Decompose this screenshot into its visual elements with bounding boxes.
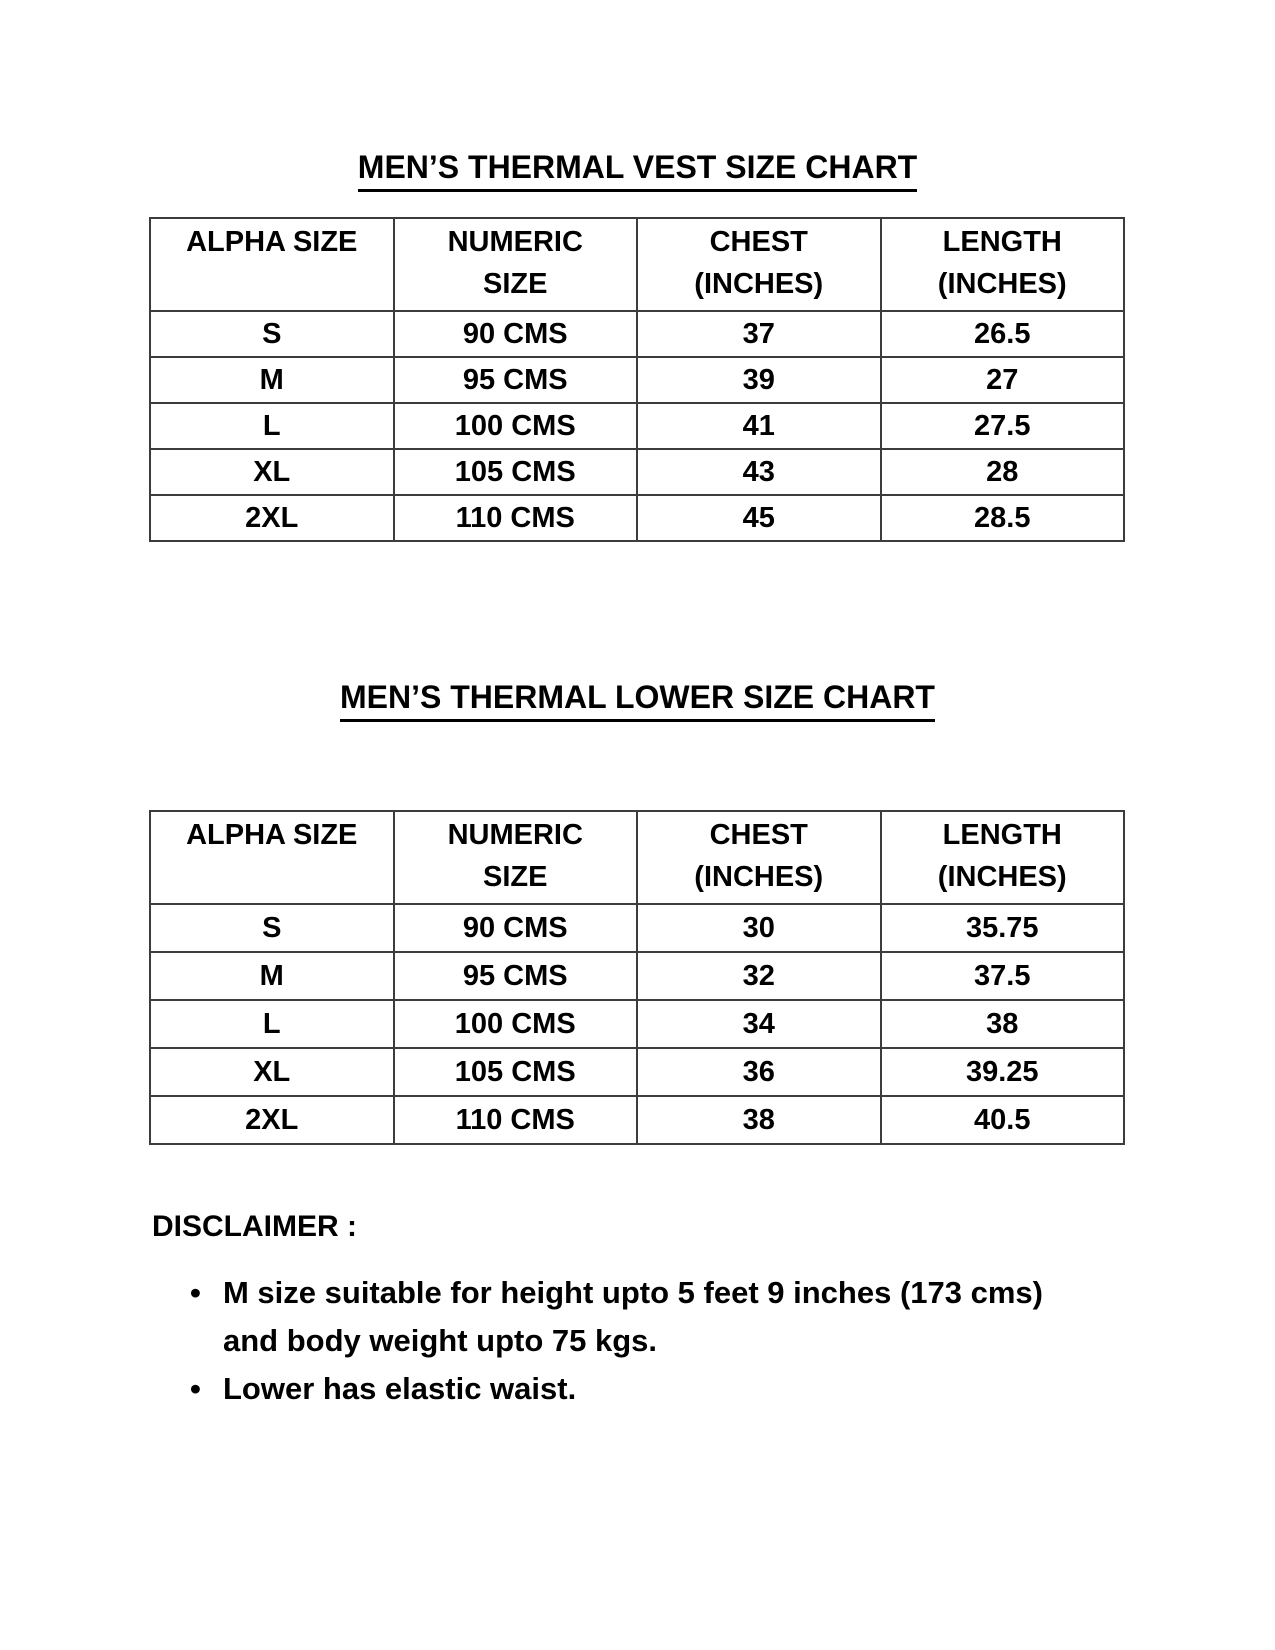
table-cell: 2XL <box>150 1096 394 1144</box>
disclaimer-heading: DISCLAIMER : <box>152 1210 357 1243</box>
table-cell: 2XL <box>150 495 394 541</box>
table-cell: XL <box>150 449 394 495</box>
table-cell: 39 <box>637 357 881 403</box>
table-row <box>150 1048 1124 1096</box>
vest-chart-title <box>0 148 1275 192</box>
vest-size-table <box>149 217 1125 542</box>
table-cell: 105 CMS <box>394 1048 638 1096</box>
header-line: (INCHES) <box>937 268 1067 300</box>
header-cell-alpha-size <box>150 218 394 311</box>
header-cell-numeric-size <box>394 218 638 311</box>
table-row <box>150 357 1124 403</box>
table-cell: 32 <box>637 952 881 1000</box>
table-cell: 40.5 <box>881 1096 1125 1144</box>
table-cell: 43 <box>637 449 881 495</box>
table-cell: L <box>150 403 394 449</box>
list-item <box>190 1365 1062 1413</box>
table-cell: 30 <box>637 904 881 952</box>
table-cell: 36 <box>637 1048 881 1096</box>
table-cell: 90 CMS <box>394 904 638 952</box>
lower-size-table <box>149 810 1125 1145</box>
header-line: ALPHA SIZE <box>186 819 358 851</box>
table-cell: S <box>150 311 394 357</box>
table-cell: 45 <box>637 495 881 541</box>
table-cell: 110 CMS <box>394 495 638 541</box>
bullet-icon: • <box>190 1371 201 1406</box>
header-line: NUMERIC <box>447 226 583 258</box>
header-line: ALPHA SIZE <box>186 226 358 258</box>
table-row <box>150 403 1124 449</box>
table-cell: L <box>150 1000 394 1048</box>
header-cell-chest <box>637 811 881 904</box>
table-row <box>150 311 1124 357</box>
vest-chart-title-text: MEN’S THERMAL VEST SIZE CHART <box>358 148 917 192</box>
table-row <box>150 904 1124 952</box>
table-cell: 105 CMS <box>394 449 638 495</box>
lower-chart-title-text: MEN’S THERMAL LOWER SIZE CHART <box>340 678 935 722</box>
table-header-row <box>150 811 1124 904</box>
header-cell-length <box>881 218 1125 311</box>
table-cell: 90 CMS <box>394 311 638 357</box>
table-row <box>150 952 1124 1000</box>
disclaimer-text: M size suitable for height upto 5 feet 9 inches (173 cms) and body weight upto 75 kgs. <box>223 1275 1043 1358</box>
table-cell: 38 <box>637 1096 881 1144</box>
header-line: CHEST <box>709 226 808 258</box>
table-cell: 27 <box>881 357 1125 403</box>
table-cell: 26.5 <box>881 311 1125 357</box>
table-cell: 110 CMS <box>394 1096 638 1144</box>
disclaimer-text: Lower has elastic waist. <box>223 1371 577 1406</box>
table-cell: 28 <box>881 449 1125 495</box>
header-line: LENGTH <box>942 819 1062 851</box>
disclaimer-list <box>190 1269 1062 1413</box>
table-cell: 41 <box>637 403 881 449</box>
header-cell-alpha-size <box>150 811 394 904</box>
bullet-icon: • <box>190 1275 201 1310</box>
table-cell: 100 CMS <box>394 403 638 449</box>
table-row <box>150 449 1124 495</box>
table-cell: 28.5 <box>881 495 1125 541</box>
table-cell: 37.5 <box>881 952 1125 1000</box>
lower-chart-title <box>0 678 1275 722</box>
table-cell: 95 CMS <box>394 952 638 1000</box>
table-cell: M <box>150 952 394 1000</box>
table-row <box>150 1096 1124 1144</box>
table-cell: XL <box>150 1048 394 1096</box>
header-cell-chest <box>637 218 881 311</box>
table-cell: 27.5 <box>881 403 1125 449</box>
header-line: NUMERIC <box>447 819 583 851</box>
table-cell: 37 <box>637 311 881 357</box>
header-line: SIZE <box>483 268 548 300</box>
table-header-row <box>150 218 1124 311</box>
header-cell-numeric-size <box>394 811 638 904</box>
table-cell: 39.25 <box>881 1048 1125 1096</box>
list-item <box>190 1269 1062 1365</box>
table-row <box>150 1000 1124 1048</box>
table-cell: S <box>150 904 394 952</box>
header-line: LENGTH <box>942 226 1062 258</box>
table-cell: M <box>150 357 394 403</box>
table-cell: 35.75 <box>881 904 1125 952</box>
table-cell: 38 <box>881 1000 1125 1048</box>
table-cell: 100 CMS <box>394 1000 638 1048</box>
table-cell: 34 <box>637 1000 881 1048</box>
header-line: (INCHES) <box>694 268 824 300</box>
header-line: SIZE <box>483 861 548 893</box>
header-cell-length <box>881 811 1125 904</box>
table-row <box>150 495 1124 541</box>
header-line: (INCHES) <box>937 861 1067 893</box>
header-line: (INCHES) <box>694 861 824 893</box>
header-line: CHEST <box>709 819 808 851</box>
table-cell: 95 CMS <box>394 357 638 403</box>
